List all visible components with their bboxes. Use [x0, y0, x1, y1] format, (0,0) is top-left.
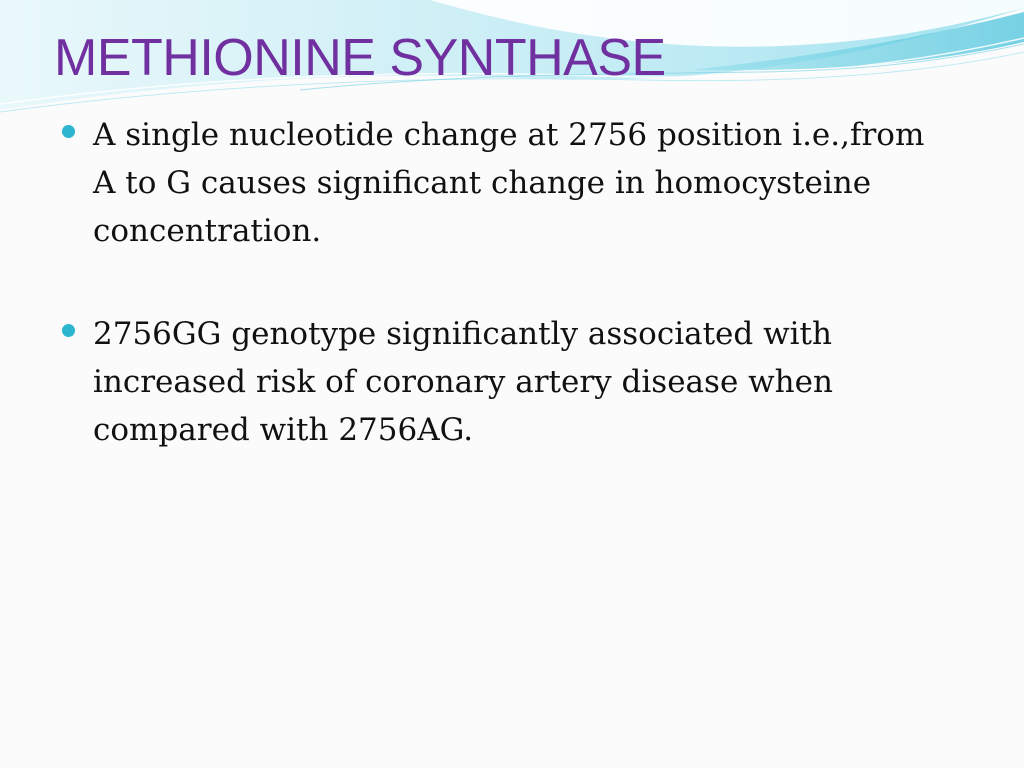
bullet-marker-icon [62, 324, 75, 337]
slide-title: METHIONINE SYNTHASE [54, 29, 666, 87]
bullet-text: A single nucleotide change at 2756 position i.e.,from A to G causes significant change in homocysteine concentration. [93, 117, 925, 249]
bullet-item [62, 111, 942, 255]
bullet-marker-icon [62, 125, 75, 138]
bullet-item [62, 310, 942, 454]
bullet-text: 2756GG genotype significantly associated with increased risk of coronary artery disease when compared with 2756AG. [93, 316, 833, 448]
bullet-list [62, 111, 942, 454]
